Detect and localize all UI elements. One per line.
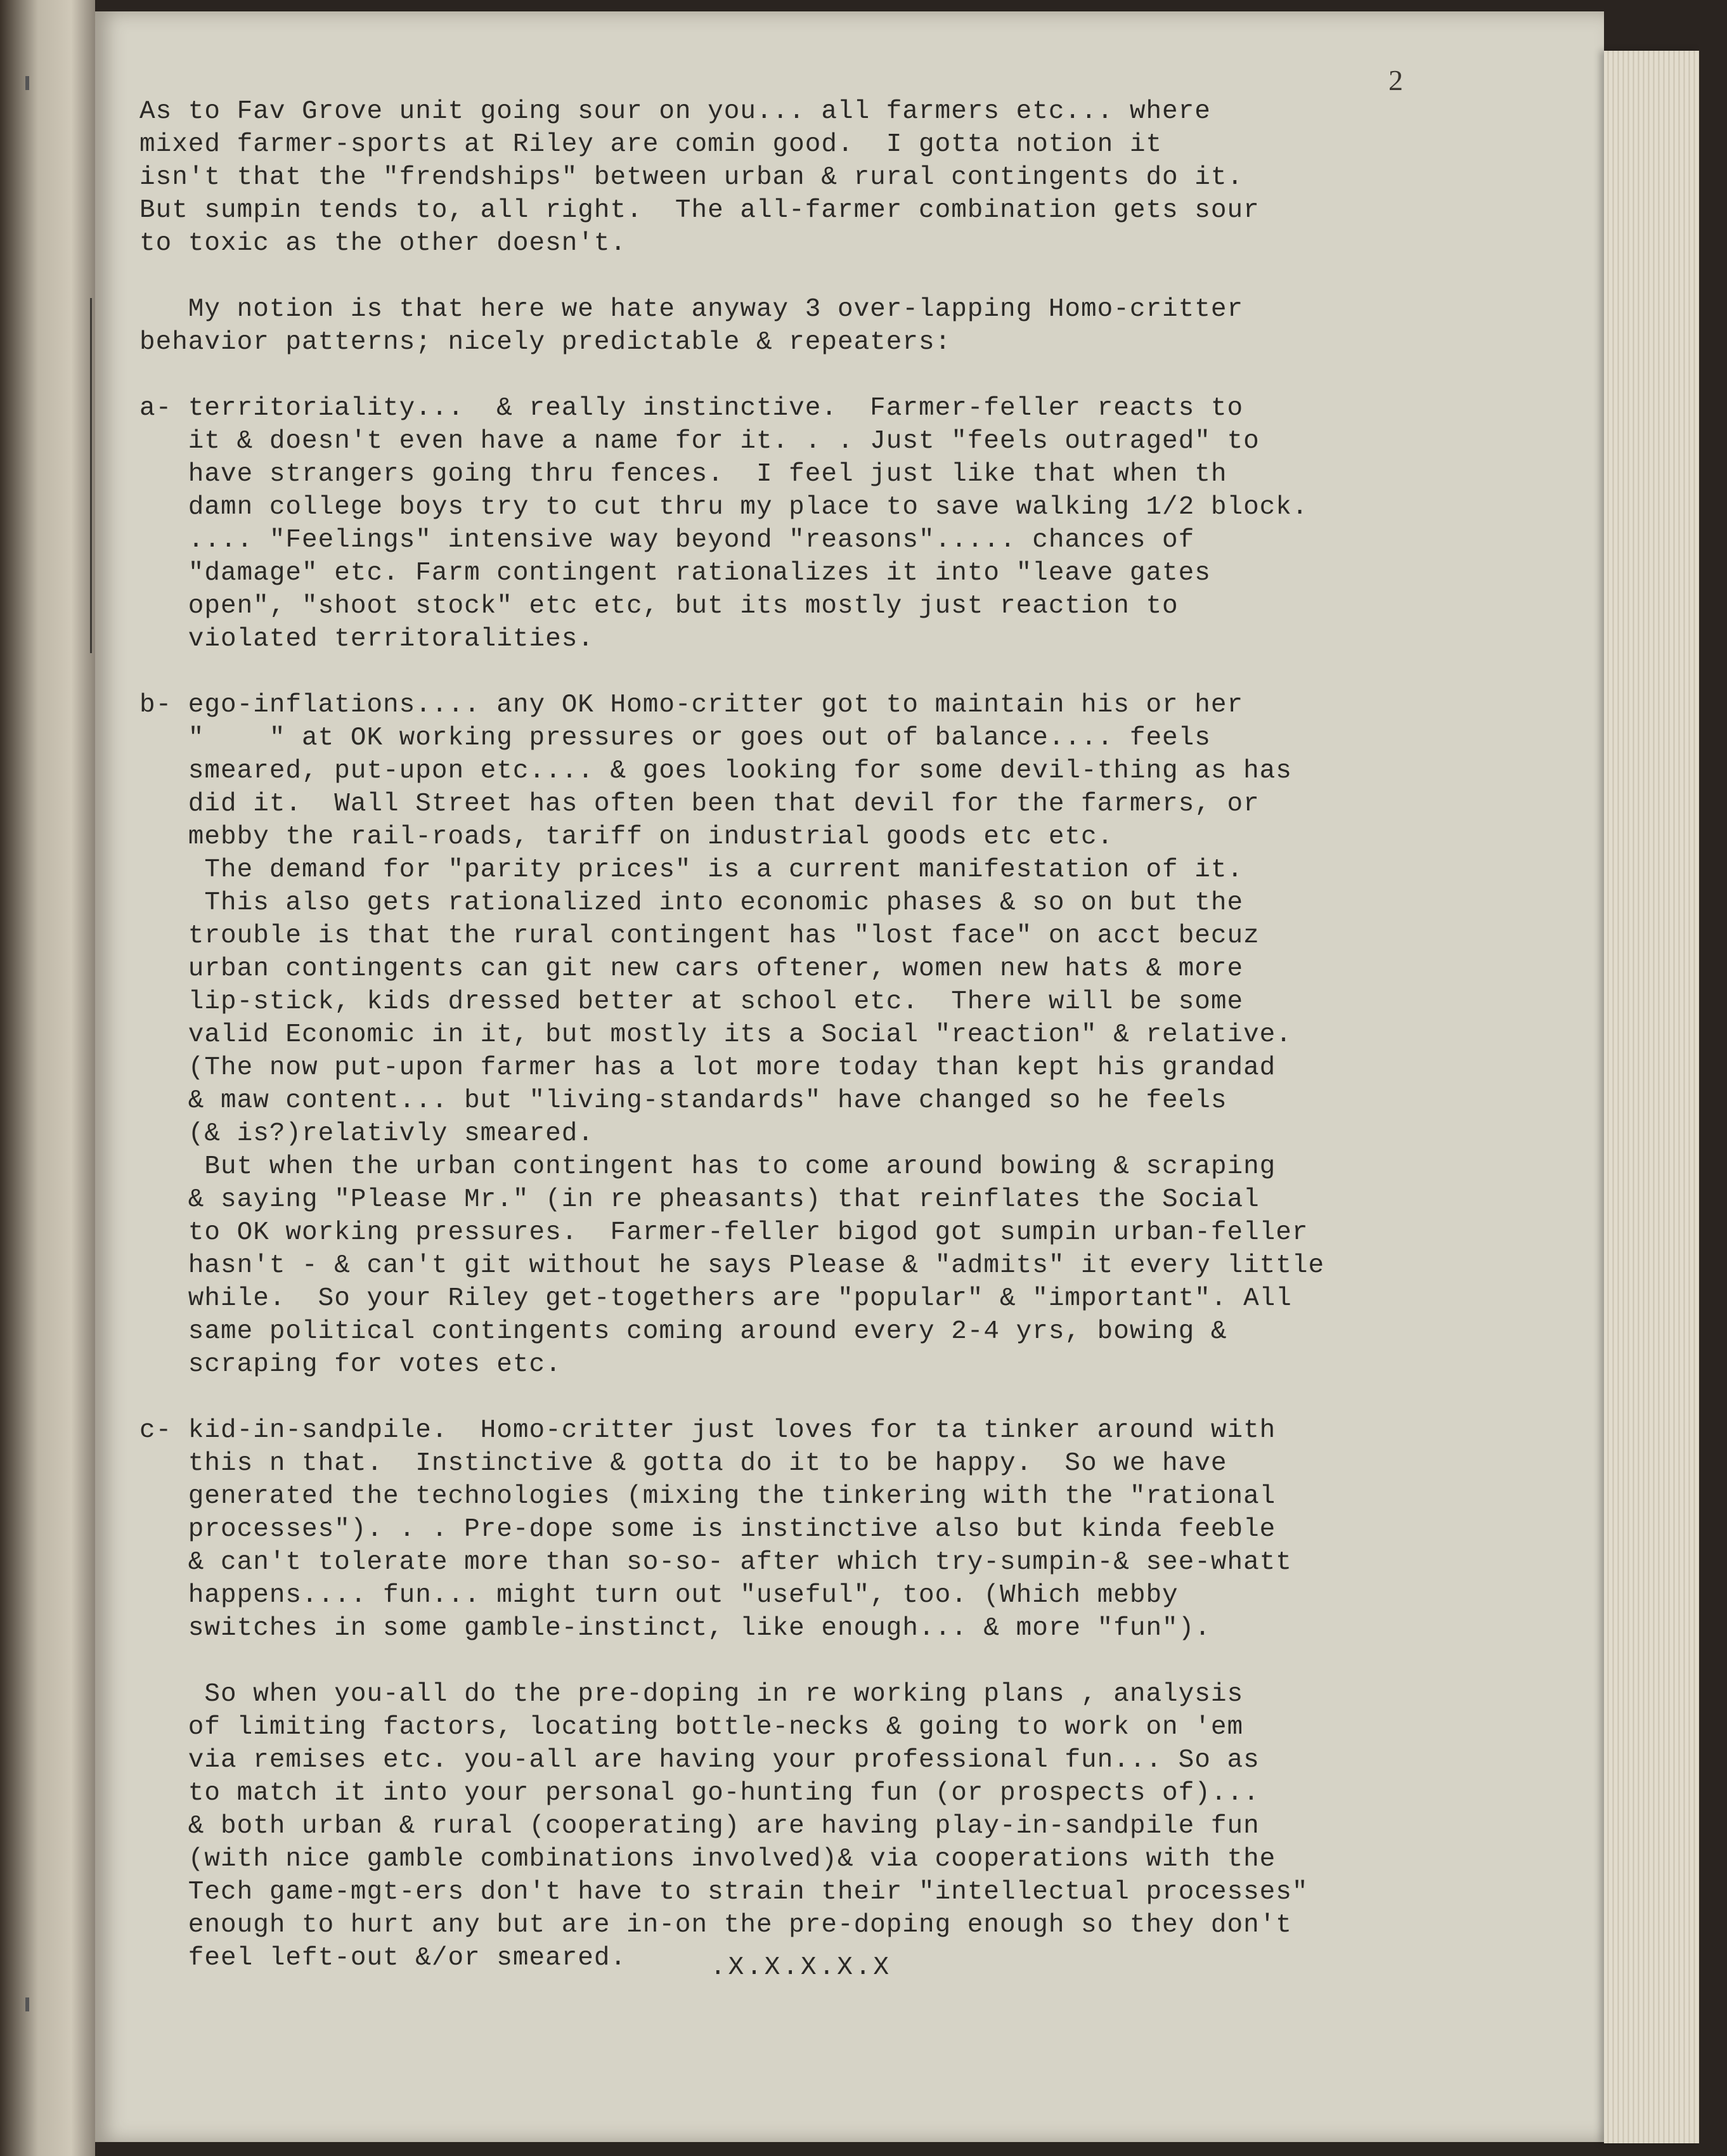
text-line: & saying "Please Mr." (in re pheasants) that reinflates the Social [139,1185,1260,1214]
text-line: processes"). . . Pre-dope some is instinctive also but kinda feeble [139,1515,1276,1544]
text-line: damn college boys try to cut thru my place to save walking 1/2 block. [139,493,1309,522]
text-line: & maw content... but "living-standards" have changed so he feels [139,1086,1227,1115]
text-line: have strangers going thru fences. I feel just like that when th [139,460,1227,489]
margin-bracket [90,298,92,653]
text-line: urban contingents can git new cars oftener, women new hats & more [139,954,1244,984]
text-line: (with nice gamble combinations involved)& via cooperations with the [139,1845,1276,1874]
left-page-edge [0,0,95,2156]
typed-letter-body [139,95,1598,1975]
text-line: via remises etc. you-all are having your professional fun... So as [139,1746,1260,1775]
text-line: to toxic as the other doesn't. [139,229,627,258]
text-line: scraping for votes etc. [139,1350,562,1379]
text-line: to OK working pressures. Farmer-feller bigod got sumpin urban-feller [139,1218,1309,1247]
text-line: This also gets rationalized into economic phases & so on but the [139,888,1244,918]
page-number: 2 [1388,64,1403,96]
text-line: happens.... fun... might turn out "useful", too. (Which mebby [139,1581,1179,1610]
text-line: (The now put-upon farmer has a lot more today than kept his grandad [139,1053,1276,1082]
text-line: .... "Feelings" intensive way beyond "reasons"..... chances of [139,526,1195,555]
text-line: feel left-out &/or smeared. [139,1944,627,1973]
text-line: b- ego-inflations.... any OK Homo-critter got to maintain his or her [139,691,1244,720]
text-line: switches in some gamble-instinct, like enough... & more "fun"). [139,1614,1211,1643]
text-line: of limiting factors, locating bottle-necks & going to work on 'em [139,1713,1244,1742]
text-line: c- kid-in-sandpile. Homo-critter just loves for ta tinker around with [139,1416,1276,1445]
text-line: isn't that the "frendships" between urban & rural contingents do it. [139,163,1244,192]
book-background [1699,0,1727,2156]
text-line: (& is?)relativly smeared. [139,1119,594,1148]
page-mark [25,1997,29,2011]
paragraph-gap [139,359,1598,392]
text-line: to match it into your personal go-hunting fun (or prospects of)... [139,1779,1260,1808]
text-line: As to Fav Grove unit going sour on you... all farmers etc... where [139,97,1211,126]
text-line: The demand for "parity prices" is a current manifestation of it. [139,855,1244,885]
text-line: same political contingents coming around every 2-4 yrs, bowing & [139,1317,1227,1346]
page-mark [25,76,29,90]
text-line: " " at OK working pressures or goes out of balance.... feels [139,724,1211,753]
text-line: Tech game-mgt-ers don't have to strain their "intellectual processes" [139,1878,1309,1907]
paragraph-gap [139,656,1598,689]
text-line: But when the urban contingent has to come around bowing & scraping [139,1152,1276,1181]
text-line: behavior patterns; nicely predictable & repeaters: [139,328,952,357]
text-line: & both urban & rural (cooperating) are having play-in-sandpile fun [139,1812,1260,1841]
text-line: violated territoralities. [139,625,594,654]
text-line: valid Economic in it, but mostly its a Social "reaction" & relative. [139,1020,1292,1049]
paragraph [139,1678,1598,1975]
text-line: it & doesn't even have a name for it. . . Just "feels outraged" to [139,427,1260,456]
text-line: generated the technologies (mixing the tinkering with the "rational [139,1482,1276,1511]
text-line: enough to hurt any but are in-on the pre-doping enough so they don't [139,1911,1292,1940]
paragraph-gap [139,1381,1598,1414]
text-line: My notion is that here we hate anyway 3 over-lapping Homo-critter [139,295,1244,324]
paragraph [139,293,1598,359]
text-line: did it. Wall Street has often been that devil for the farmers, or [139,789,1260,819]
text-line: lip-stick, kids dressed better at school etc. There will be some [139,987,1244,1016]
book-page-edges [1604,51,1699,2143]
text-line: while. So your Riley get-togethers are "popular" & "important". All [139,1284,1292,1313]
paragraph [139,95,1598,260]
text-line: a- territoriality... & really instinctive. Farmer-feller reacts to [139,394,1244,423]
text-line: hasn't - & can't git without he says Please & "admits" it every little [139,1251,1325,1280]
text-line: this n that. Instinctive & gotta do it to be happy. So we have [139,1449,1227,1478]
paragraph-gap [139,260,1598,293]
paragraph [139,689,1598,1381]
text-line: mebby the rail-roads, tariff on industrial goods etc etc. [139,822,1114,852]
text-line: & can't tolerate more than so-so- after which try-sumpin-& see-whatt [139,1548,1292,1577]
text-line: mixed farmer-sports at Riley are comin good. I gotta notion it [139,130,1163,159]
text-line: trouble is that the rural contingent has "lost face" on acct becuz [139,921,1260,951]
text-line: open", "shoot stock" etc etc, but its mostly just reaction to [139,592,1179,621]
text-line: But sumpin tends to, all right. The all-farmer combination gets sour [139,196,1260,225]
paragraph [139,392,1598,656]
end-mark: .X.X.X.X.X [710,1953,892,1982]
paragraph [139,1414,1598,1645]
paragraph-gap [139,1645,1598,1678]
text-line: smeared, put-upon etc.... & goes looking for some devil-thing as has [139,757,1292,786]
text-line: "damage" etc. Farm contingent rationalizes it into "leave gates [139,559,1211,588]
text-line: So when you-all do the pre-doping in re working plans , analysis [139,1680,1244,1709]
